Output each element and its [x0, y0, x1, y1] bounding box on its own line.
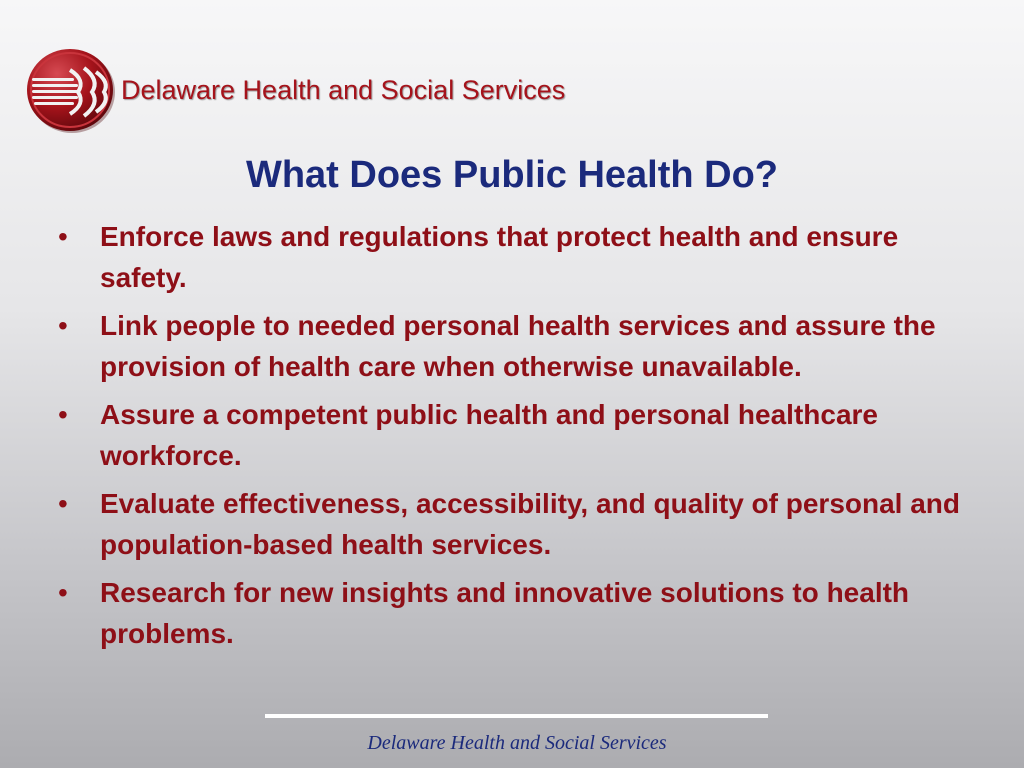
org-name-header: Delaware Health and Social Services	[121, 75, 566, 105]
bullet-text: Assure a competent public health and personal healthcare workforce.	[100, 399, 878, 471]
dhss-seal-logo-icon	[26, 48, 116, 134]
bullet-list	[58, 216, 978, 661]
bullet-text: Evaluate effectiveness, accessibility, and quality of personal and population-based health services.	[100, 488, 961, 560]
bullet-text: Research for new insights and innovative solutions to health problems.	[100, 577, 910, 649]
bullet-marker: •	[58, 310, 68, 341]
bullet-item	[58, 572, 978, 654]
bullet-item	[58, 305, 978, 387]
bullet-item	[58, 483, 978, 565]
bullet-marker: •	[58, 488, 68, 519]
bullet-marker: •	[58, 577, 68, 608]
slide-title: What Does Public Health Do?	[245, 154, 779, 196]
bullet-text: Enforce laws and regulations that protect health and ensure safety.	[100, 221, 899, 293]
bullet-item	[58, 394, 978, 476]
bullet-text: Link people to needed personal health services and assure the provision of health care when otherwise unavailable.	[100, 310, 936, 382]
footer-divider	[265, 714, 768, 718]
bullet-marker: •	[58, 221, 68, 252]
bullet-marker: •	[58, 399, 68, 430]
footer-org-name: Delaware Health and Social Services	[367, 732, 667, 754]
bullet-item	[58, 216, 978, 298]
